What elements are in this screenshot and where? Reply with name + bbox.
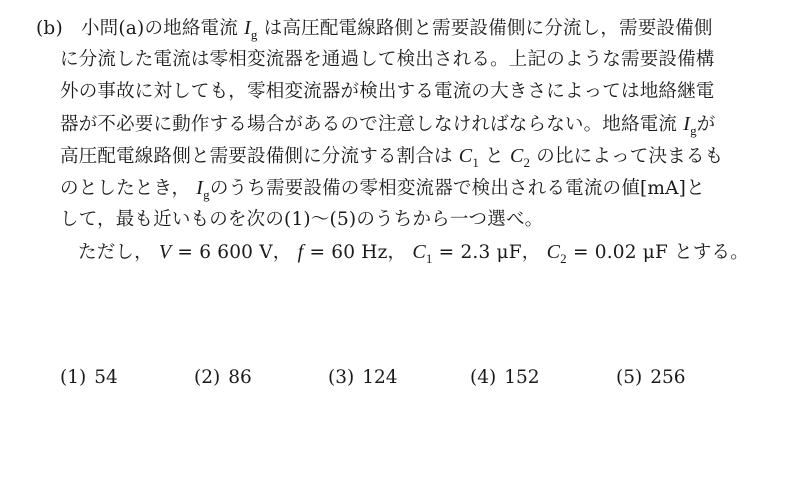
symbol-subscript: 1 <box>425 251 433 266</box>
text-segment: の比によって決まるも <box>536 146 724 167</box>
symbol-letter: I <box>196 177 204 199</box>
choice-5[interactable] <box>616 364 686 392</box>
symbol-subscript: 2 <box>560 251 567 266</box>
text-segment: 高圧配電線路側と需要設備側に分流する割合は <box>60 146 453 167</box>
symbol-subscript: g <box>203 187 210 202</box>
choice-value: 256 <box>650 367 686 388</box>
part-label: (b) <box>36 18 63 39</box>
voltage-symbol: V <box>158 241 172 263</box>
problem-line-3 <box>36 76 776 108</box>
problem-line-4 <box>36 108 776 140</box>
choice-value: 124 <box>362 367 398 388</box>
text-segment: が <box>696 114 716 135</box>
problem-line-1 <box>36 12 776 44</box>
ground-current-symbol <box>683 113 697 138</box>
choice-value: 152 <box>504 367 540 388</box>
c1-symbol <box>458 145 480 170</box>
symbol-subscript: 2 <box>523 155 531 170</box>
problem-line-5 <box>36 140 776 172</box>
choice-value: 86 <box>228 367 252 388</box>
voltage-value: = 6 600 V， <box>171 242 292 263</box>
c2-value: = 0.02 μF <box>566 242 669 263</box>
choice-number: (1) <box>60 367 87 388</box>
problem-conditions <box>36 236 776 268</box>
symbol-letter: C <box>458 145 473 167</box>
choice-number: (3) <box>328 367 355 388</box>
ground-current-symbol <box>244 17 258 42</box>
text-segment: のうち需要設備の零相変流器で検出される電流の値[mA]と <box>209 178 705 199</box>
problem-line-6 <box>36 172 776 204</box>
problem-text <box>36 12 776 268</box>
text-segment: は高圧配電線路側と需要設備側に分流し，需要設備側 <box>263 18 713 39</box>
symbol-letter: C <box>509 145 524 167</box>
problem-line-7 <box>36 204 776 236</box>
symbol-subscript: 1 <box>472 155 480 170</box>
symbol-subscript: g <box>690 123 697 138</box>
frequency-symbol: f <box>297 241 304 263</box>
symbol-letter: I <box>683 113 691 135</box>
text-segment: 器が不必要に動作する場合があるので注意しなければならない。地絡電流 <box>60 114 678 135</box>
choice-number: (2) <box>194 367 221 388</box>
text-segment: と <box>485 146 504 167</box>
symbol-letter: C <box>546 241 561 263</box>
ground-current-symbol <box>196 177 210 202</box>
c1-symbol <box>412 241 433 266</box>
choice-4[interactable] <box>470 364 540 392</box>
choice-2[interactable] <box>194 364 252 392</box>
frequency-value: = 60 Hz， <box>303 242 407 263</box>
symbol-letter: C <box>412 241 426 263</box>
problem-line-2 <box>36 44 776 76</box>
c2-symbol <box>509 145 531 170</box>
text-segment: に分流した電流は零相変流器を通過して検出される。上記のような需要設備構 <box>60 49 715 70</box>
choice-value: 54 <box>94 367 118 388</box>
c1-value: = 2.3 μF， <box>432 242 541 263</box>
symbol-subscript: g <box>250 27 258 42</box>
answer-choices <box>60 364 740 392</box>
symbol-letter: I <box>244 17 251 39</box>
choice-number: (4) <box>470 367 497 388</box>
text-segment: して，最も近いものを次の(1)～(5)のうちから一つ選べ。 <box>60 209 544 230</box>
choice-1[interactable] <box>60 364 118 392</box>
choice-3[interactable] <box>328 364 398 392</box>
text-segment: ただし， <box>78 242 153 263</box>
c2-symbol <box>546 241 567 266</box>
text-segment: とする。 <box>674 242 749 263</box>
text-segment: 小問(a)の地絡電流 <box>80 18 238 39</box>
text-segment: のとしたとき， <box>60 178 191 199</box>
choice-number: (5) <box>616 367 643 388</box>
text-segment: 外の事故に対しても，零相変流器が検出する電流の大きさによっては地絡継電 <box>60 81 715 102</box>
